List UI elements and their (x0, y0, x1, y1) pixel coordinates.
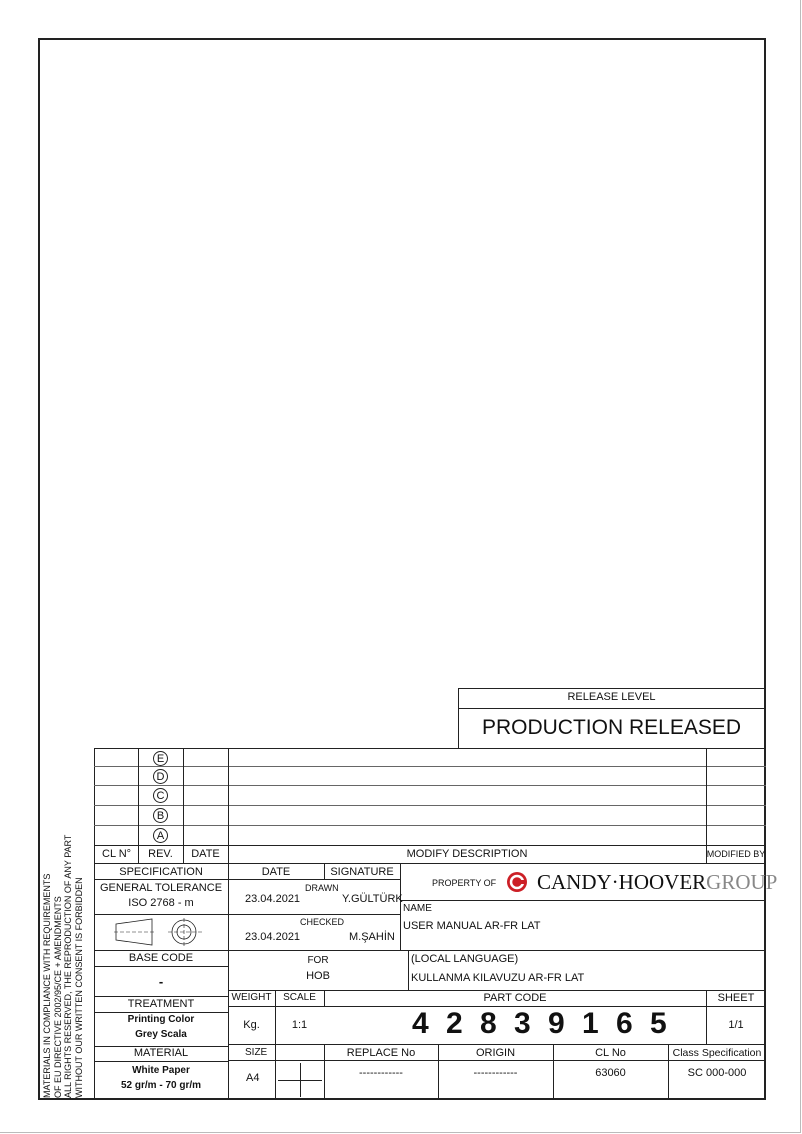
treatment-line-2: Grey Scala (135, 1029, 187, 1040)
treatment-line-1: Printing Color (127, 1014, 195, 1025)
legal-line: MATERIALS IN COMPLIANCE WITH REQUIREMENTS (42, 873, 52, 1098)
origin-value: ------------ (473, 1067, 518, 1079)
scale-label: SCALE (283, 992, 316, 1003)
checked-date: 23.04.2021 (245, 931, 301, 943)
part-code-digit: 8 (480, 1007, 497, 1040)
part-code-digit: 4 (412, 1007, 429, 1040)
drawn-label: DRAWN (305, 883, 339, 893)
revision-letter-e: E (153, 751, 168, 766)
size-value: A4 (246, 1072, 260, 1084)
brand-logo (537, 872, 777, 893)
tolerance-standard: ISO 2768 - m (128, 897, 194, 909)
base-code-value: - (158, 974, 164, 989)
sheet-value: 1/1 (728, 1019, 744, 1031)
checked-label: CHECKED (300, 917, 345, 927)
brand-suffix: GROUP (706, 870, 778, 894)
part-code-digit: 6 (616, 1007, 633, 1040)
modify-description-header: MODIFY DESCRIPTION (406, 848, 528, 860)
general-tolerance-label: GENERAL TOLERANCE (99, 882, 223, 894)
local-language-value: KULLANMA KILAVUZU AR-FR LAT (411, 972, 585, 984)
replace-value: ------------ (359, 1067, 403, 1079)
drawn-by: Y.GÜLTÜRK (342, 893, 403, 905)
candy-hoover-logo-icon (506, 871, 528, 893)
revision-letter-d: D (153, 769, 168, 784)
part-code-digit: 1 (582, 1007, 599, 1040)
modified-by-header: MODIFIED BY (706, 849, 766, 859)
revision-letter-a: A (153, 828, 168, 843)
drawn-date: 23.04.2021 (245, 893, 301, 905)
date-header: DATE (191, 848, 220, 860)
part-code-digit: 2 (446, 1007, 463, 1040)
legal-notice (42, 834, 84, 1098)
size-label: SIZE (245, 1047, 268, 1058)
legal-line: WITHOUT OUR WRITTEN CONSENT IS FORBIDDEN (73, 877, 84, 1098)
release-status: PRODUCTION RELEASED (481, 716, 742, 739)
rev-header: REV. (148, 848, 173, 860)
scale-value: 1:1 (291, 1019, 308, 1031)
property-of-label: PROPERTY OF (432, 878, 497, 888)
brand-main: CANDY·HOOVER (537, 870, 707, 894)
name-label: NAME (403, 903, 432, 914)
signature-label: SIGNATURE (330, 866, 394, 878)
legal-line: ALL RIGHTS RESERVED, THE REPRODUCTION OF ANY PART (63, 834, 73, 1098)
part-code-digit: 9 (548, 1007, 565, 1040)
cl-no-label: CL No (595, 1047, 626, 1059)
legal-line: OF EU DIRECTIVE 2002/95/CE + AMENDMENTS (52, 896, 63, 1098)
revision-letter-c: C (153, 788, 168, 803)
revision-letter-b: B (153, 808, 168, 823)
part-code-digit: 5 (650, 1007, 667, 1040)
sheet-label: SHEET (717, 992, 755, 1004)
for-label: FOR (307, 955, 329, 966)
checked-by: M.ŞAHİN (349, 931, 395, 943)
class-spec-value: SC 000-000 (687, 1067, 747, 1079)
cl-no-header: CL N° (102, 848, 132, 860)
replace-label: REPLACE No (346, 1047, 416, 1059)
material-label: MATERIAL (133, 1047, 189, 1059)
name-value: USER MANUAL AR-FR LAT (403, 920, 541, 932)
base-code-label: BASE CODE (128, 952, 194, 964)
local-language-label: (LOCAL LANGUAGE) (411, 953, 519, 965)
origin-label: ORIGIN (475, 1047, 516, 1059)
specification-label: SPECIFICATION (119, 866, 203, 878)
part-code-digit: 3 (514, 1007, 531, 1040)
treatment-label: TREATMENT (127, 998, 195, 1010)
approval-date-label: DATE (261, 866, 291, 878)
material-line-1: White Paper (132, 1065, 190, 1076)
for-value: HOB (306, 970, 330, 982)
cl-no-value: 63060 (595, 1067, 626, 1079)
weight-label: WEIGHT (231, 992, 272, 1003)
weight-value: Kg. (243, 1019, 260, 1031)
material-line-2: 52 gr/m - 70 gr/m (120, 1080, 202, 1091)
class-spec-label: Class Specification (672, 1047, 762, 1059)
release-level-label: RELEASE LEVEL (567, 691, 656, 703)
part-code-label: PART CODE (483, 992, 547, 1004)
projection-symbol-icon (114, 918, 208, 946)
